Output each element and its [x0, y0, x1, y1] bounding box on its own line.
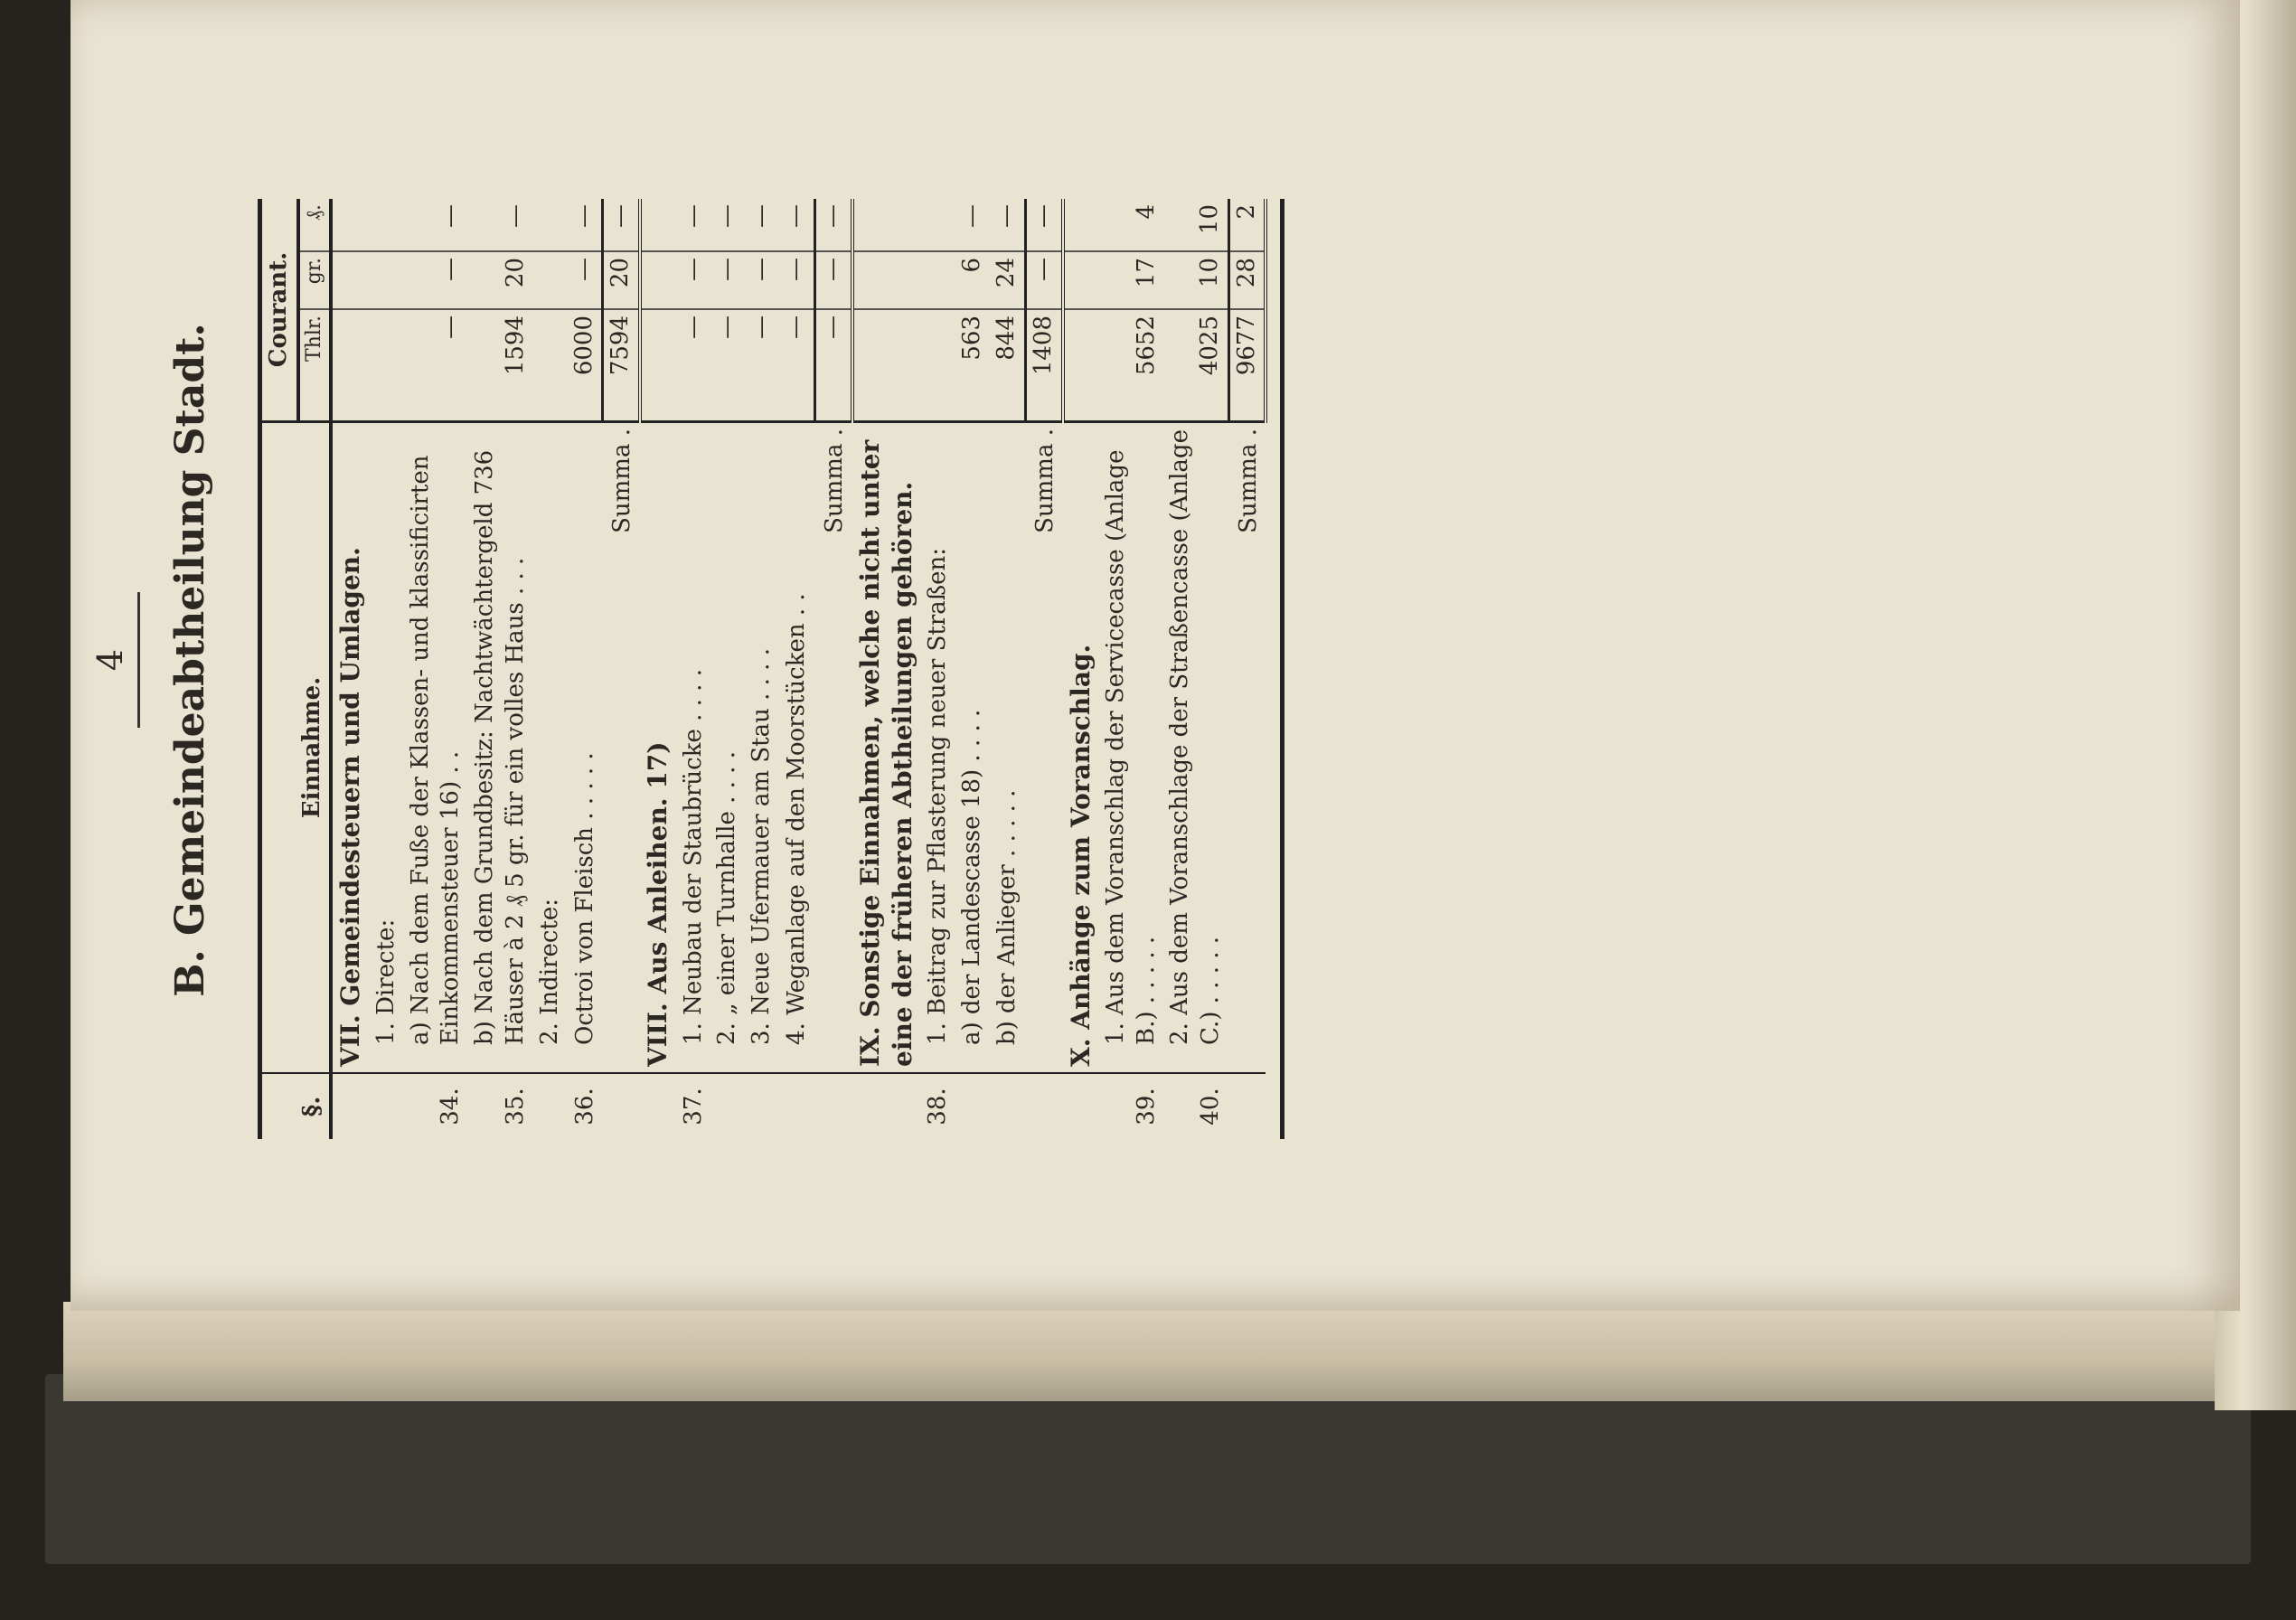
gr-cell	[1063, 251, 1099, 309]
thlr-value	[533, 309, 568, 422]
gr-value: 10	[1163, 251, 1228, 309]
thlr-value: 4025	[1163, 309, 1228, 422]
section-cell	[640, 1073, 676, 1139]
section-number: 34.	[404, 1073, 469, 1139]
section-heading-row	[1063, 199, 1099, 1139]
pf-cell	[1063, 199, 1099, 251]
table-bottom-rule	[1266, 199, 1283, 1139]
section-cell	[1228, 1073, 1266, 1139]
table-row	[370, 199, 404, 1139]
table-row	[1163, 199, 1228, 1139]
item-description: 1. Aus dem Voranschlag der Servicecasse (Anlage B.) . . . . .	[1099, 422, 1164, 1074]
thlr-cell	[331, 309, 369, 422]
thlr-value: —	[814, 309, 852, 422]
item-description: 1. Directe:	[370, 422, 404, 1074]
gr-value: 24	[990, 251, 1025, 309]
gr-value: —	[677, 251, 711, 309]
pf-value	[533, 199, 568, 251]
pf-cell	[640, 199, 676, 251]
pf-value: —	[569, 204, 598, 228]
gr-value: —	[710, 251, 745, 309]
pf-value: 10	[1195, 204, 1223, 235]
section-number	[779, 1073, 814, 1139]
pf-value: —	[748, 204, 776, 228]
section-number	[370, 1073, 404, 1139]
pf-value: —	[1025, 199, 1062, 251]
gr-value: —	[745, 251, 779, 309]
page-edges	[63, 1302, 2242, 1401]
pf-value: —	[437, 204, 465, 228]
section-number: 40.	[1163, 1073, 1228, 1139]
section-heading-row	[852, 199, 922, 1139]
section-heading: VII. Gemeindesteuern und Umlagen.	[331, 422, 369, 1074]
gr-value: —	[404, 251, 469, 309]
pf-value: —	[603, 199, 640, 251]
section-number: 36.	[568, 1073, 603, 1139]
gr-value	[533, 251, 568, 309]
gr-value: 20	[468, 251, 533, 309]
section-number: 35.	[468, 1073, 533, 1139]
section-cell	[1025, 1073, 1062, 1139]
thlr-value: —	[710, 309, 745, 422]
section-heading-row	[640, 199, 676, 1139]
section-number: 39.	[1099, 1073, 1164, 1139]
item-description: 2. „ einer Turnhalle . . . .	[710, 422, 745, 1074]
page-number: 4	[90, 648, 130, 672]
table-row	[404, 199, 469, 1139]
gr-value: 28	[1228, 251, 1266, 309]
col-header-gr: gr.	[298, 251, 332, 309]
gr-value: 20	[603, 251, 640, 309]
gr-cell	[331, 251, 369, 309]
pf-value: —	[814, 199, 852, 251]
sum-label: Summa .	[1228, 422, 1266, 1074]
table-row	[745, 199, 779, 1139]
item-description: 2. Indirecte:	[533, 422, 568, 1074]
pf-cell	[852, 199, 922, 251]
gr-value: 17	[1099, 251, 1164, 309]
section-number	[745, 1073, 779, 1139]
section-number	[955, 1073, 990, 1139]
item-description: 1. Beitrag zur Pflasterung neuer Straßen:	[921, 422, 955, 1074]
thlr-value: 1594	[468, 309, 533, 422]
table-row	[921, 199, 955, 1139]
thlr-value: 563	[955, 309, 990, 422]
gr-cell	[852, 251, 922, 309]
thlr-cell	[852, 309, 922, 422]
section-number: 38.	[921, 1073, 955, 1139]
page-number-rule	[137, 592, 140, 728]
section-heading-row	[331, 199, 369, 1139]
pf-value: —	[501, 204, 529, 228]
col-header-section: §.	[260, 1073, 332, 1139]
item-description: 2. Aus dem Voranschlage der Straßencasse (Anlage C.) . . . . .	[1163, 422, 1228, 1074]
section-heading: IX. Sonstige Einnahmen, welche nicht unter eine der früheren Abtheilungen gehören.	[852, 422, 922, 1074]
thlr-value	[921, 309, 955, 422]
section-number	[533, 1073, 568, 1139]
item-description: a) der Landescasse 18) . . . .	[955, 422, 990, 1074]
thlr-cell	[640, 309, 676, 422]
gr-value	[921, 251, 955, 309]
pf-value: 4	[1132, 204, 1160, 220]
pf-value	[921, 199, 955, 251]
sum-label: Summa .	[814, 422, 852, 1074]
thlr-value: 1408	[1025, 309, 1062, 422]
gr-value: —	[568, 251, 603, 309]
section-cell	[852, 1073, 922, 1139]
item-description: 3. Neue Ufermauer am Stau . . . .	[745, 422, 779, 1074]
gr-value: —	[814, 251, 852, 309]
table-row	[779, 199, 814, 1139]
section-heading: VIII. Aus Anleihen. 17)	[640, 422, 676, 1074]
pf-value: —	[679, 204, 707, 228]
item-description: b) Nach dem Grundbesitz: Nachtwächtergeld 736 Häuser à 2 ₰ 5 gr. für ein volles Haus . . .	[468, 422, 533, 1074]
sum-label: Summa .	[603, 422, 640, 1074]
pf-value: —	[713, 204, 741, 228]
item-description: a) Nach dem Fuße der Klassen- und klassificirten Einkommensteuer 16) . .	[404, 422, 469, 1074]
thlr-value: 9677	[1228, 309, 1266, 422]
pf-value: —	[958, 204, 986, 228]
item-description: 1. Neubau der Staubrücke . . . .	[677, 422, 711, 1074]
gr-cell	[640, 251, 676, 309]
thlr-value: —	[745, 309, 779, 422]
section-heading: X. Anhänge zum Voranschlag.	[1063, 422, 1099, 1074]
rotated-page-content	[90, 172, 1717, 1148]
section-number: 37.	[677, 1073, 711, 1139]
section-cell	[603, 1073, 640, 1139]
pf-value	[370, 199, 404, 251]
gr-value: 6	[955, 251, 990, 309]
sum-row	[603, 199, 640, 1139]
thlr-value: —	[404, 309, 469, 422]
sum-row	[814, 199, 852, 1139]
thlr-value: 6000	[568, 309, 603, 422]
budget-table	[258, 199, 1284, 1139]
pf-value: 2	[1228, 199, 1266, 251]
section-cell	[814, 1073, 852, 1139]
table-row	[677, 199, 711, 1139]
sum-label: Summa .	[1025, 422, 1062, 1074]
section-number	[710, 1073, 745, 1139]
table-row	[710, 199, 745, 1139]
table-body	[331, 199, 1282, 1139]
section-cell	[1063, 1073, 1099, 1139]
pf-cell	[331, 199, 369, 251]
pf-value: —	[781, 204, 809, 228]
col-header-currency: Courant.	[260, 199, 298, 422]
table-row	[533, 199, 568, 1139]
table-row	[468, 199, 533, 1139]
col-header-income: Einnahme.	[260, 422, 332, 1074]
book-cover	[45, 1374, 2251, 1564]
col-header-pf: ₰.	[298, 199, 332, 251]
pf-value: —	[992, 204, 1020, 228]
gr-value: —	[779, 251, 814, 309]
thlr-value: —	[677, 309, 711, 422]
gr-value: —	[1025, 251, 1062, 309]
item-description: 4. Weganlage auf den Moorstücken . .	[779, 422, 814, 1074]
thlr-value: 5652	[1099, 309, 1164, 422]
table-row	[568, 199, 603, 1139]
item-description: Octroi von Fleisch . . . . .	[568, 422, 603, 1074]
section-cell	[331, 1073, 369, 1139]
sum-row	[1025, 199, 1062, 1139]
table-row	[990, 199, 1025, 1139]
thlr-value: —	[779, 309, 814, 422]
table-row	[1099, 199, 1164, 1139]
page-title: B. Gemeindeabtheilung Stadt.	[167, 323, 213, 997]
thlr-value	[370, 309, 404, 422]
thlr-cell	[1063, 309, 1099, 422]
thlr-value: 844	[990, 309, 1025, 422]
item-description: b) der Anlieger . . . . .	[990, 422, 1025, 1074]
thlr-value: 7594	[603, 309, 640, 422]
col-header-thlr: Thlr.	[298, 309, 332, 422]
gr-value	[370, 251, 404, 309]
sum-row	[1228, 199, 1266, 1139]
section-number	[990, 1073, 1025, 1139]
table-row	[955, 199, 990, 1139]
